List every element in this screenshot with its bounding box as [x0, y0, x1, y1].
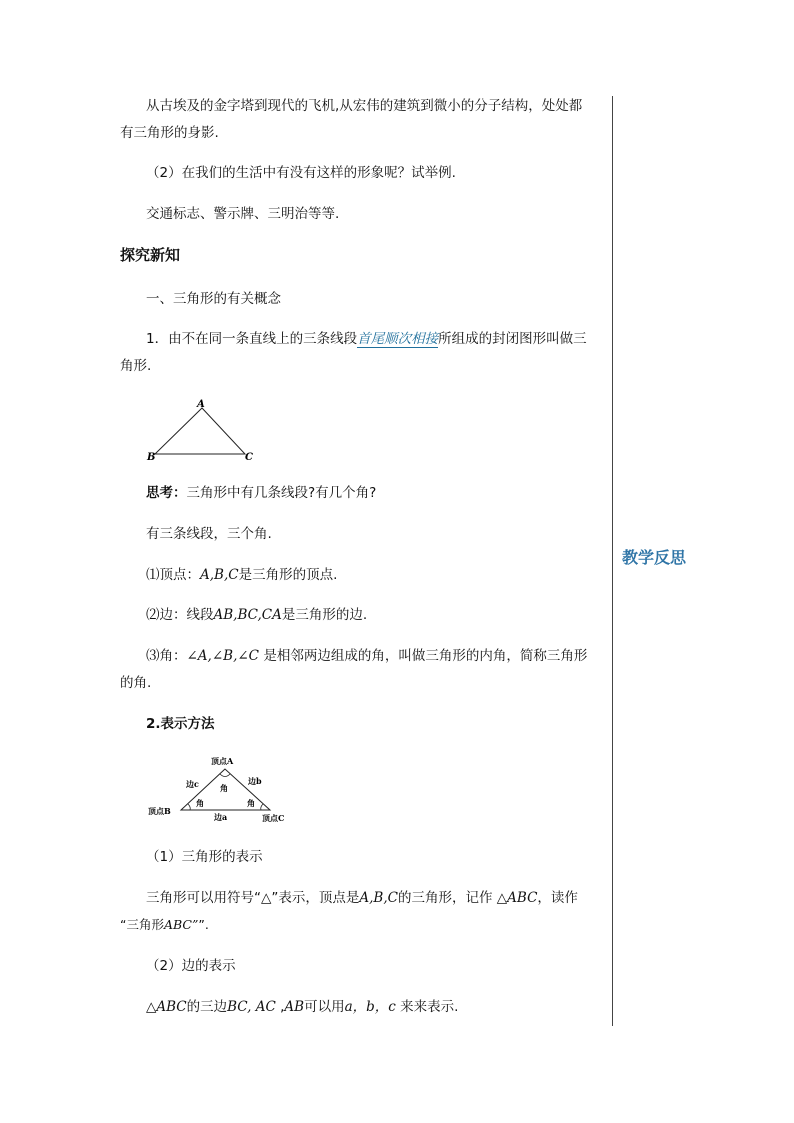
think-label: 思考： — [146, 485, 187, 501]
intro-line-2: 有三角形的身影. — [120, 125, 219, 141]
rep2-math-3: AB — [284, 999, 305, 1015]
side-math: AB,BC,CA — [213, 607, 282, 623]
representation-1-body-line-2 — [120, 916, 209, 934]
vertex-label-b: B — [147, 452, 156, 463]
intro-line-1: 从古埃及的金字塔到现代的飞机,从宏伟的建筑到微小的分子结构，处处都 — [146, 98, 583, 114]
think-line — [146, 484, 376, 502]
label-vertex-b: 顶点B — [148, 806, 171, 816]
label-angle-top: 角 — [220, 783, 228, 793]
angle-definition-line-2: 的角. — [120, 675, 152, 691]
labeled-triangle-figure — [148, 754, 298, 828]
think-answer: 有三条线段，三个角. — [146, 526, 272, 542]
answer-2: 交通标志、警示牌、三明治等等. — [146, 206, 340, 222]
angle-math: ∠A,∠B,∠C — [186, 648, 260, 664]
vertex-math: A,B,C — [200, 567, 239, 583]
label-side-b: 边b — [248, 776, 262, 786]
rep1-math-b: ABC — [507, 890, 538, 906]
rep2-text-d: 可以用 — [304, 999, 345, 1015]
rep1-line2-a: “三角形 — [120, 917, 164, 932]
definition-suffix: 所组成的封闭图形叫做三 — [438, 331, 587, 347]
rep2-math-4: a，b，c — [344, 999, 396, 1015]
label-angle-right: 角 — [247, 798, 255, 808]
label-vertex-c: 顶点C — [262, 813, 285, 823]
definition-line-1 — [146, 330, 587, 348]
representation-2: （2）边的表示 — [146, 958, 236, 974]
column-divider — [612, 96, 613, 1026]
angle-arc-c — [261, 804, 263, 810]
vertex-prefix: ⑴顶点： — [146, 567, 200, 583]
rep1-text-b: 的三角形，记作 △ — [397, 890, 508, 906]
teaching-reflection-label: 教学反思 — [622, 548, 687, 567]
section-heading-explore: 探究新知 — [120, 246, 181, 264]
representation-heading: 2.表示方法 — [146, 716, 215, 732]
side-definition — [146, 606, 367, 624]
section-1-title: 一、三角形的有关概念 — [146, 291, 281, 307]
angle-arc-b — [188, 804, 190, 810]
rep1-line2-b: ” — [192, 917, 199, 932]
rep1-line2-c: ”. — [198, 917, 209, 932]
angle-arc-a — [220, 774, 230, 777]
label-side-c: 边c — [186, 779, 199, 789]
rep2-text-e: 来来表示. — [395, 999, 459, 1015]
label-angle-left: 角 — [196, 798, 204, 808]
triangle-shape — [155, 408, 245, 454]
rep2-text-b: 的三边 — [186, 999, 228, 1015]
rep1-math-a: A,B,C — [359, 890, 398, 906]
definition-line-2: 角形. — [120, 358, 152, 374]
definition-prefix: 1．由不在同一条直线上的三条线段 — [146, 331, 358, 347]
definition-highlight: 首尾顺次相接 — [357, 331, 439, 347]
rep2-text-a: △ — [146, 999, 157, 1015]
rep2-math-2: BC, AC — [227, 999, 276, 1015]
representation-2-body — [146, 998, 458, 1016]
rep1-text-c: ，读作 — [537, 890, 578, 906]
vertex-suffix: 是三角形的顶点. — [238, 567, 338, 583]
think-text: 三角形中有几条线段?有几个角? — [186, 485, 377, 501]
angle-suffix: 是相邻两边组成的角，叫做三角形的内角，简称三角形 — [259, 648, 588, 664]
triangle-figure — [145, 398, 260, 466]
side-suffix: 是三角形的边. — [281, 607, 368, 623]
angle-definition — [146, 647, 587, 665]
vertex-label-c: C — [245, 452, 253, 463]
rep2-text-c: , — [275, 999, 285, 1015]
side-prefix: ⑵边：线段 — [146, 607, 214, 623]
rep1-line2-math: ABC — [163, 917, 192, 932]
representation-1-body-line-1 — [146, 889, 578, 907]
label-side-a: 边a — [214, 812, 228, 822]
label-vertex-a: 顶点A — [211, 756, 234, 766]
angle-prefix: ⑶角： — [146, 648, 187, 664]
rep2-math-1: ABC — [156, 999, 187, 1015]
question-2: （2）在我们的生活中有没有这样的形象呢？试举例. — [146, 165, 456, 181]
vertex-label-a: A — [197, 399, 205, 410]
rep1-text-a: 三角形可以用符号“△”表示，顶点是 — [146, 890, 360, 906]
representation-1: （1）三角形的表示 — [146, 849, 263, 865]
vertex-definition — [146, 566, 337, 584]
